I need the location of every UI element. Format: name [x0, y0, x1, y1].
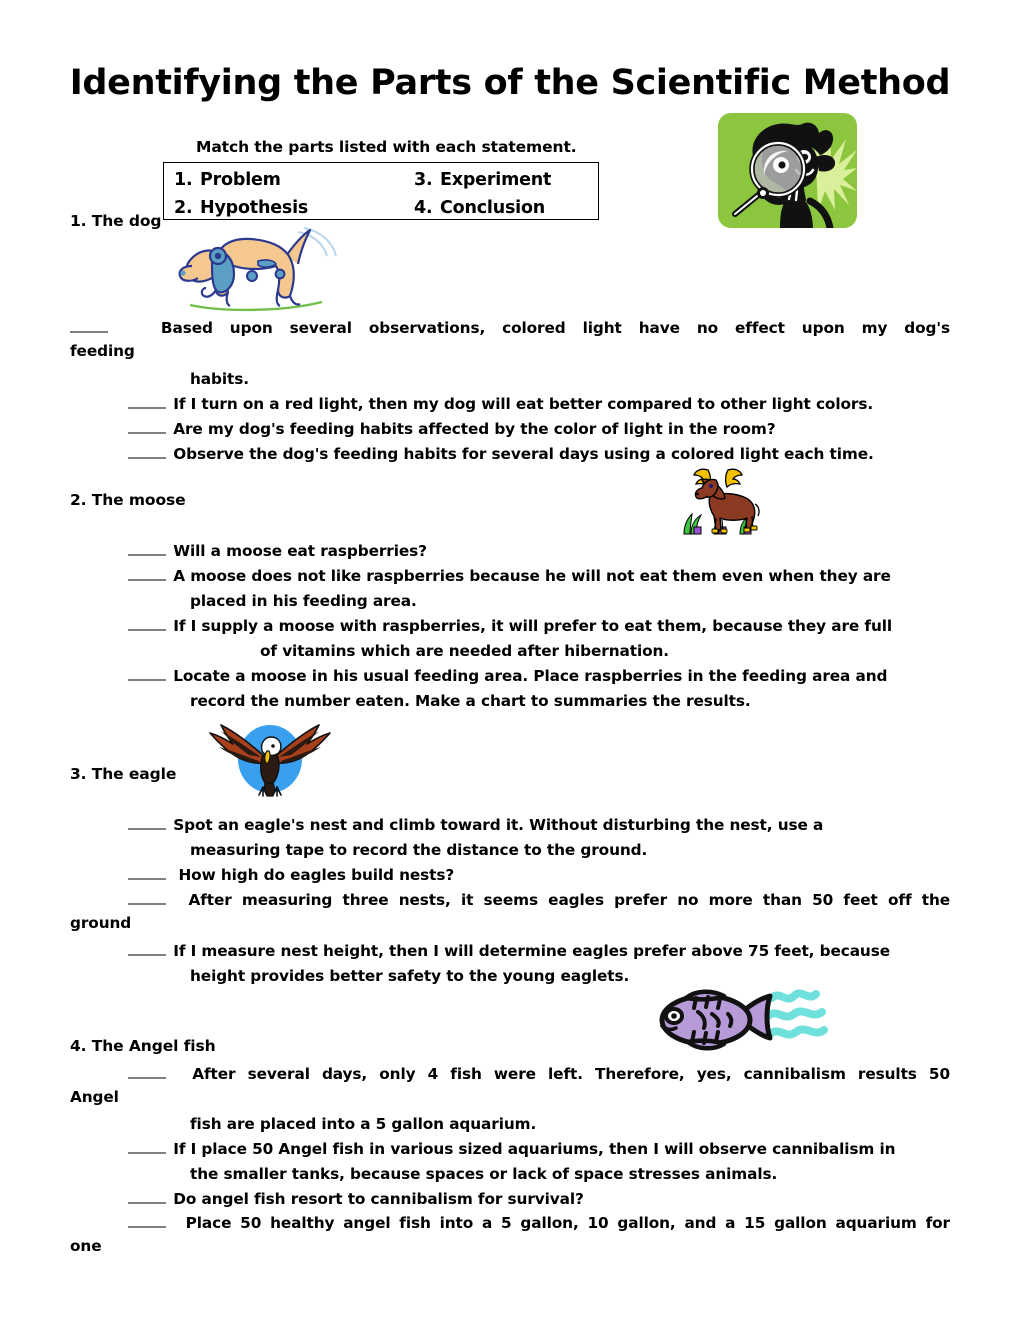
section-body-dog-cont: [190, 367, 249, 392]
section-heading-moose: 2. The moose: [70, 491, 186, 509]
statement-line: [128, 1137, 895, 1162]
wrapped-word-one: one: [70, 1237, 102, 1255]
statement-text: How high do eagles build nests?: [178, 866, 455, 884]
instruction-text: Match the parts listed with each statement.: [196, 138, 577, 156]
statement-text: If I turn on a red light, then my dog will eat better compared to other light colors.: [173, 395, 874, 413]
answer-blank[interactable]: [128, 541, 166, 556]
part-item-experiment: [414, 167, 599, 194]
statement-line: [128, 888, 950, 913]
statement-text: Do angel fish resort to cannibalism for survival?: [173, 1190, 584, 1208]
statement-text: of vitamins which are needed after hibernation.: [260, 642, 670, 660]
page-title: Identifying the Parts of the Scientific Method: [69, 63, 951, 103]
statement-text: A moose does not like raspberries because he will not eat them even when they are: [173, 567, 891, 585]
answer-blank[interactable]: [128, 666, 166, 681]
section-body-fish-cont: [190, 1112, 536, 1137]
answer-blank[interactable]: [128, 865, 166, 880]
statement-text: fish are placed into a 5 gallon aquarium.: [190, 1115, 537, 1133]
scientist-icon: [718, 113, 857, 228]
statement-text: Place 50 healthy angel fish into a 5 gallon, 10 gallon, and a 15 gallon aquarium for: [185, 1214, 950, 1232]
wrapped-word-feeding: feeding: [70, 342, 135, 360]
statement-text: If I measure nest height, then I will determine eagles prefer above 75 feet, because: [173, 942, 890, 960]
answer-blank[interactable]: [128, 566, 166, 581]
eagle-icon: [207, 717, 333, 799]
statement-text: the smaller tanks, because spaces or lack of space stresses animals.: [190, 1165, 778, 1183]
statement-line-cont: [128, 639, 892, 664]
parts-grid: [174, 167, 599, 220]
part-item-hypothesis: [174, 195, 414, 220]
dog-clipart: [172, 226, 342, 314]
statement-text: If I place 50 Angel fish in various sized aquariums, then I will observe cannibalism in: [173, 1140, 896, 1158]
statement-line-cont: [128, 964, 890, 989]
part-number: 4.: [414, 198, 433, 218]
fish-icon: [650, 988, 840, 1056]
section-body-fish-last: [128, 1211, 950, 1236]
part-item-problem: [174, 167, 414, 194]
parts-row: [174, 195, 599, 220]
part-number: 1.: [174, 170, 193, 190]
statement-text: habits.: [190, 370, 249, 388]
answer-blank[interactable]: [128, 815, 166, 830]
statement-text: Locate a moose in his usual feeding area. Place raspberries in the feeding area and: [173, 667, 888, 685]
part-label: Conclusion: [440, 198, 546, 218]
statement-line: [128, 539, 892, 564]
section-body-dog-list: [128, 392, 874, 467]
statement-text: placed in his feeding area.: [190, 592, 417, 610]
moose-icon: [678, 466, 770, 536]
parts-legend-box: [163, 162, 599, 220]
wrapped-word-ground: ground: [70, 914, 132, 932]
answer-blank[interactable]: [128, 1213, 166, 1228]
statement-line-cont: [128, 1162, 895, 1187]
answer-blank[interactable]: [128, 890, 166, 905]
statement-text: record the number eaten. Make a chart to summaries the results.: [190, 692, 751, 710]
statement-line: [128, 939, 890, 964]
section-heading-fish: 4. The Angel fish: [70, 1037, 216, 1055]
statement-text: Spot an eagle's nest and climb toward it. Without disturbing the nest, use a: [173, 816, 824, 834]
answer-blank[interactable]: [128, 941, 166, 956]
statement-line: [128, 813, 823, 838]
part-number: 2.: [174, 198, 193, 218]
statement-line: [128, 564, 892, 589]
statement-line: [128, 392, 874, 417]
part-label: Problem: [200, 170, 281, 190]
answer-blank[interactable]: [128, 1189, 166, 1204]
part-label: Experiment: [440, 170, 552, 190]
statement-line-cont: [128, 689, 892, 714]
section-body-fish: [128, 1062, 950, 1087]
eagle-clipart: [207, 717, 333, 799]
answer-blank[interactable]: [128, 444, 166, 459]
statement-line: [128, 1187, 895, 1212]
statement-line: [128, 442, 874, 467]
answer-blank[interactable]: [128, 616, 166, 631]
answer-blank[interactable]: [128, 1064, 166, 1079]
section-heading-eagle: 3. The eagle: [70, 765, 177, 783]
fish-clipart: [650, 988, 840, 1056]
statement-text: Observe the dog's feeding habits for several days using a colored light each time.: [173, 445, 874, 463]
section-heading-dog: 1. The dog: [70, 212, 162, 230]
section-body-eagle-cont: [128, 939, 890, 989]
statement-line-cont: [190, 1112, 536, 1137]
statement-text: Are my dog's feeding habits affected by the color of light in the room?: [173, 420, 776, 438]
statement-line: [70, 316, 950, 341]
statement-line: [128, 1062, 950, 1087]
part-item-conclusion: [414, 195, 599, 220]
section-body-moose: [128, 539, 892, 714]
wrapped-word-angel: Angel: [70, 1088, 119, 1106]
statement-text: Based upon several observations, colored light have no effect upon my dog's: [160, 319, 950, 337]
statement-text: measuring tape to record the distance to the ground.: [190, 841, 648, 859]
statement-text: After several days, only 4 fish were left. Therefore, yes, cannibalism results 50: [192, 1065, 950, 1083]
statement-line: [128, 664, 892, 689]
section-body-fish-list: [128, 1137, 895, 1212]
statement-line: [190, 367, 249, 392]
statement-line: [128, 1211, 950, 1236]
statement-line-cont: [128, 838, 823, 863]
part-label: Hypothesis: [200, 198, 309, 218]
answer-blank[interactable]: [128, 394, 166, 409]
moose-clipart: [678, 466, 770, 536]
section-body-dog: [70, 316, 950, 341]
statement-text: After measuring three nests, it seems eagles prefer no more than 50 feet off the: [188, 891, 951, 909]
parts-row: [174, 167, 599, 195]
answer-blank[interactable]: [70, 318, 108, 333]
scientist-clipart: [718, 113, 857, 228]
part-number: 3.: [414, 170, 433, 190]
statement-text: Will a moose eat raspberries?: [173, 542, 427, 560]
answer-blank[interactable]: [128, 1139, 166, 1154]
statement-text: If I supply a moose with raspberries, it will prefer to eat them, because they are full: [173, 617, 893, 635]
statement-line: [128, 614, 892, 639]
statement-line-cont: [128, 589, 892, 614]
dog-icon: [172, 226, 342, 314]
answer-blank[interactable]: [128, 419, 166, 434]
section-body-eagle-justified: [128, 888, 950, 913]
section-body-eagle: [128, 813, 823, 888]
statement-line: [128, 417, 874, 442]
statement-text: height provides better safety to the young eaglets.: [190, 967, 630, 985]
statement-line: [128, 863, 823, 888]
